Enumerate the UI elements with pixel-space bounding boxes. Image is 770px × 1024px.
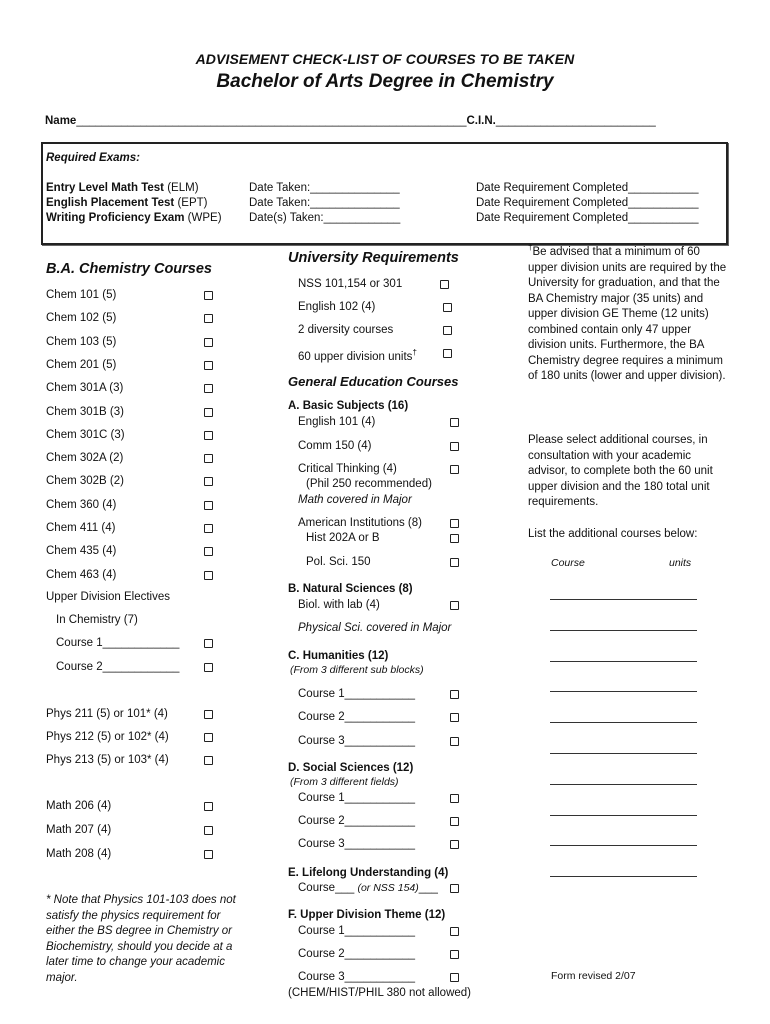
checkbox[interactable] (204, 802, 213, 811)
chem-course-item: Chem 302A (2) (46, 452, 124, 465)
chem-course-item: Chem 103 (5) (46, 335, 117, 348)
checkbox[interactable] (204, 733, 213, 742)
checkbox[interactable] (204, 384, 213, 393)
additional-course-line[interactable] (550, 815, 697, 816)
elective-course-2[interactable]: Course 2____________ (56, 661, 180, 673)
ge-f-note: (CHEM/HIST/PHIL 380 not allowed) (288, 987, 472, 999)
chem-course-item: Chem 411 (4) (46, 522, 116, 534)
checkbox[interactable] (450, 950, 459, 959)
ge-e-heading: E. Lifelong Understanding (4) (288, 867, 449, 879)
exam-date-completed[interactable]: Date Requirement Completed___________ (476, 182, 699, 194)
exam-abbr: (EPT) (177, 197, 208, 209)
chem-course-item: Chem 435 (4) (46, 545, 117, 558)
chem-course-item: Chem 302B (2) (46, 475, 124, 488)
university-requirements-heading: University Requirements (288, 250, 459, 266)
upper-division-electives-label: Upper Division Electives (46, 591, 170, 603)
col-course-header: Course (551, 557, 585, 569)
checkbox[interactable] (450, 794, 459, 803)
checkbox[interactable] (204, 338, 213, 347)
ge-critical-thinking: Critical Thinking (4) (298, 463, 397, 475)
chem-course-item: Chem 301C (3) (46, 428, 125, 441)
checkbox[interactable] (204, 431, 213, 440)
chem-course-item: Chem 101 (5) (46, 289, 117, 301)
checkbox[interactable] (450, 519, 459, 528)
name-label: Name (45, 115, 77, 127)
checkbox[interactable] (204, 571, 213, 580)
exam-name: Entry Level Math Test (46, 182, 165, 194)
checkbox[interactable] (443, 326, 452, 335)
phys-212: Phys 212 (5) or 102* (4) (46, 731, 169, 743)
name-field-row (45, 114, 656, 128)
form-revised: Form revised 2/07 (551, 970, 636, 982)
exam-name: English Placement Test (46, 197, 175, 209)
elective-course-1[interactable]: Course 1____________ (56, 637, 180, 649)
additional-course-line[interactable] (550, 876, 697, 877)
dagger-mark: † (528, 243, 533, 253)
ge-comm-150: Comm 150 (4) (298, 440, 372, 452)
ge-f-course-2[interactable]: Course 2___________ (298, 948, 416, 960)
chem-courses-heading: B.A. Chemistry Courses (46, 261, 212, 277)
checkbox[interactable] (450, 713, 459, 722)
electives-in-chemistry-label: In Chemistry (7) (56, 614, 138, 626)
exam-abbr: (ELM) (167, 182, 199, 194)
checkbox[interactable] (450, 465, 459, 474)
chem-course-item: Chem 360 (4) (46, 498, 117, 511)
checkbox[interactable] (443, 303, 452, 312)
phys-211: Phys 211 (5) or 101* (4) (46, 708, 168, 720)
advice-paragraph (528, 245, 728, 385)
checkbox[interactable] (450, 927, 459, 936)
ge-pol-sci-150: Pol. Sci. 150 (306, 556, 371, 568)
name-blank[interactable]: _____________________________________________________________ (76, 115, 467, 127)
ge-c-course-2[interactable]: Course 2___________ (298, 711, 416, 723)
additional-course-line[interactable] (550, 630, 697, 631)
required-exams-heading: Required Exams: (46, 152, 140, 164)
additional-course-line[interactable] (550, 691, 697, 692)
checkbox[interactable] (204, 826, 213, 835)
checkbox[interactable] (204, 501, 213, 510)
exam-row-elm (46, 181, 199, 195)
ge-f-course-3[interactable]: Course 3___________ (298, 971, 416, 983)
ge-e-course-label: Course___ (298, 882, 355, 894)
checkbox[interactable] (450, 558, 459, 567)
phys-213: Phys 213 (5) or 103* (4) (46, 754, 169, 766)
additional-course-line[interactable] (550, 753, 697, 754)
page-header-title: ADVISEMENT CHECK-LIST OF COURSES TO BE TAKEN (195, 51, 575, 67)
ge-d-course-3[interactable]: Course 3___________ (298, 838, 416, 850)
ge-c-note: (From 3 different sub blocks) (290, 664, 424, 676)
checkbox[interactable] (450, 442, 459, 451)
exam-date-taken[interactable]: Date Taken:______________ (249, 182, 400, 194)
checkbox[interactable] (450, 840, 459, 849)
additional-courses-label: List the additional courses below: (528, 528, 698, 540)
additional-course-line[interactable] (550, 784, 697, 785)
checkbox[interactable] (204, 408, 213, 417)
consult-paragraph: Please select additional courses, in consultation with your academic advisor, to complete both the 60 unit upper division and the 180 total unit requirements. (528, 434, 713, 508)
checkbox[interactable] (450, 534, 459, 543)
univ-item-english-102: English 102 (4) (298, 301, 376, 313)
checkbox[interactable] (450, 601, 459, 610)
dagger-mark: † (412, 348, 417, 357)
exam-date-taken[interactable]: Date(s) Taken:____________ (249, 212, 401, 224)
cin-label: C.I.N. (466, 115, 496, 127)
ge-d-note: (From 3 different fields) (290, 776, 399, 788)
col-units-header: units (669, 557, 692, 569)
checkbox[interactable] (204, 639, 213, 648)
ge-physical-sci-covered: Physical Sci. covered in Major (298, 622, 452, 634)
ge-a-heading: A. Basic Subjects (16) (288, 400, 409, 412)
checkbox[interactable] (440, 280, 449, 289)
ge-f-course-1[interactable]: Course 1___________ (298, 925, 416, 937)
checkbox[interactable] (204, 314, 213, 323)
ge-phil-recommended: (Phil 250 recommended) (306, 478, 432, 490)
ge-courses-heading: General Education Courses (288, 374, 459, 389)
cin-blank[interactable]: _________________________ (495, 115, 656, 127)
ge-biol-lab: Biol. with lab (4) (298, 599, 380, 611)
checkbox[interactable] (450, 817, 459, 826)
ge-math-covered: Math covered in Major (298, 494, 412, 506)
ge-c-course-3[interactable]: Course 3___________ (298, 735, 416, 747)
ge-e-course-tail: ___ (418, 882, 438, 894)
checkbox[interactable] (450, 973, 459, 982)
ge-english-101: English 101 (4) (298, 416, 376, 428)
checkbox[interactable] (204, 850, 213, 859)
ge-d-heading: D. Social Sciences (12) (288, 762, 414, 774)
additional-course-line[interactable] (550, 661, 697, 662)
univ-item-diversity: 2 diversity courses (298, 324, 394, 336)
univ-item-60-units (298, 346, 417, 364)
exam-row-ept (46, 196, 207, 210)
checkbox[interactable] (204, 291, 213, 300)
checkbox[interactable] (204, 547, 213, 556)
checkbox[interactable] (450, 418, 459, 427)
exam-date-completed[interactable]: Date Requirement Completed___________ (476, 197, 699, 209)
chem-course-item: Chem 301B (3) (46, 405, 124, 418)
checkbox[interactable] (450, 737, 459, 746)
math-207: Math 207 (4) (46, 824, 112, 836)
exam-name: Writing Proficiency Exam (46, 212, 185, 224)
exam-abbr: (WPE) (187, 212, 222, 224)
checkbox[interactable] (450, 884, 459, 893)
exam-date-taken[interactable]: Date Taken:______________ (249, 197, 400, 209)
checkbox[interactable] (204, 454, 213, 463)
checkbox[interactable] (204, 361, 213, 370)
checkbox[interactable] (450, 690, 459, 699)
page-title: Bachelor of Arts Degree in Chemistry (216, 71, 554, 92)
checkbox[interactable] (204, 710, 213, 719)
univ-item-60-units-text: 60 upper division units (298, 350, 413, 363)
ge-e-course[interactable] (298, 881, 438, 895)
ge-e-or-nss: (or NSS 154) (357, 882, 419, 894)
chem-course-item: Chem 102 (5) (46, 312, 117, 325)
physics-note: * Note that Physics 101-103 does not satisfy the physics requirement for either the BS degree in Chemistry or Biochemistry, should you decide at a later time to change your academic major. (46, 894, 236, 984)
ge-c-heading: C. Humanities (12) (288, 650, 389, 662)
additional-course-line[interactable] (550, 722, 697, 723)
advice-text: Be advised that a minimum of 60 upper division units are required by the University for graduation, and that the BA Chemistry major (35 units) and upper division GE Theme (12 units) combined contain only 47 upper division units. Furthermore, the BA Chemistry degree requires a minimum of 180 units (lower and upper division). (528, 246, 727, 382)
ge-b-heading: B. Natural Sciences (8) (288, 583, 413, 595)
exam-row-wpe (46, 211, 222, 225)
univ-item-nss: NSS 101,154 or 301 (298, 278, 403, 290)
chem-course-item: Chem 301A (3) (46, 382, 124, 395)
ge-c-course-1[interactable]: Course 1___________ (298, 688, 416, 700)
chem-course-item: Chem 463 (4) (46, 568, 117, 581)
math-208: Math 208 (4) (46, 848, 112, 860)
checkbox[interactable] (204, 756, 213, 765)
math-206: Math 206 (4) (46, 800, 112, 812)
checkbox[interactable] (204, 524, 213, 533)
ge-d-course-2[interactable]: Course 2___________ (298, 815, 416, 827)
checkbox[interactable] (204, 477, 213, 486)
ge-american-institutions: American Institutions (8) (298, 517, 422, 529)
chem-course-item: Chem 201 (5) (46, 358, 117, 371)
ge-hist-202: Hist 202A or B (306, 532, 380, 544)
checkbox[interactable] (204, 663, 213, 672)
additional-course-line[interactable] (550, 599, 697, 600)
additional-course-line[interactable] (550, 845, 697, 846)
exam-date-completed[interactable]: Date Requirement Completed___________ (476, 212, 699, 224)
checkbox[interactable] (443, 349, 452, 358)
ge-d-course-1[interactable]: Course 1___________ (298, 792, 416, 804)
ge-f-heading: F. Upper Division Theme (12) (288, 909, 446, 921)
